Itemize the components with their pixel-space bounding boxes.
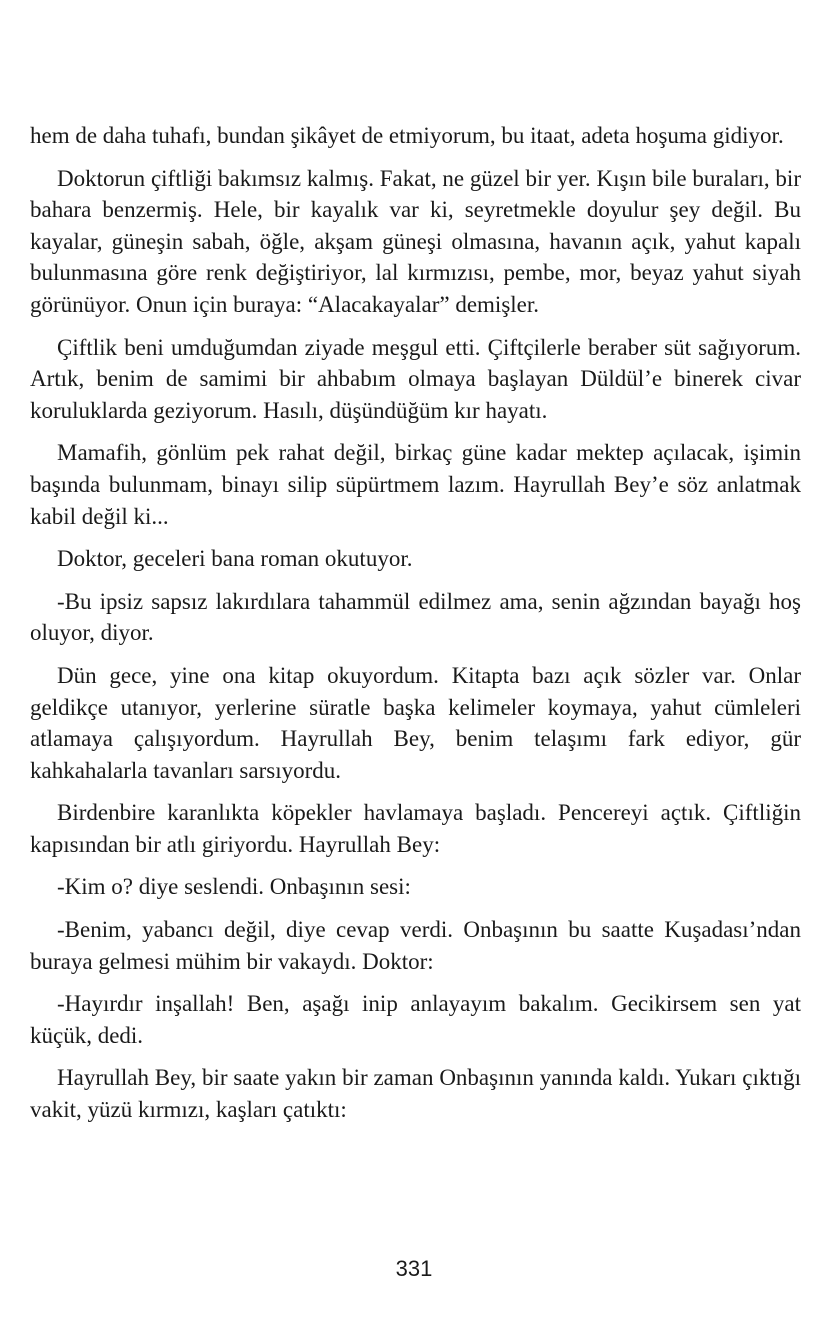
paragraph: -Kim o? diye seslendi. Onbaşının sesi:	[57, 874, 411, 900]
paragraph: Çiftlik beni umduğumdan ziyade meşgul etti. Çiftçilerle beraber süt sağıyorum. Artık, benim de samimi bir ahbabım olmaya başlayan Düldül’e binerek civar koruluklarda geziyorum. Hasılı, düşündüğüm kır hayatı.	[30, 334, 801, 423]
paragraph: Doktorun çiftliği bakımsız kalmış. Fakat, ne güzel bir yer. Kışın bile buraları, bir bahara benzermiş. Hele, bir kayalık var ki, seyretmekle doyulur şey değil. Bu kayalar, güneşin sabah, öğle, akşam güneşi olmasına, havanın açık, yahut kapalı bulunmasına göre renk değiştiriyor, lal kırmızısı, pembe, mor, beyaz yahut siyah görünüyor. Onun için buraya: “Alacakayalar” demişler.	[30, 165, 801, 317]
paragraph: -Hayırdır inşallah! Ben, aşağı inip anlayayım bakalım. Gecikirsem sen yat küçük, dedi.	[30, 991, 801, 1048]
page-number: 331	[395, 1256, 433, 1281]
paragraph: Doktor, geceleri bana roman okutuyor.	[57, 546, 413, 572]
paragraph: hem de daha tuhafı, bundan şikâyet de etmiyorum, bu itaat, adeta hoşuma gidiyor.	[30, 123, 784, 148]
paragraph: -Benim, yabancı değil, diye cevap verdi. Onbaşının bu saatte Kuşadası’ndan buraya gelmesi mühim bir vakaydı. Doktor:	[30, 917, 801, 974]
paragraph: Dün gece, yine ona kitap okuyordum. Kitapta bazı açık sözler var. Onlar geldikçe utanıyor, yerlerine süratle başka kelimeler koymaya, yahut cümleleri atlamaya çalışıyordum. Hayrullah Bey, benim telaşımı fark ediyor, gür kahkahalarla tavanları sarsıyordu.	[30, 662, 801, 783]
paragraph: Birdenbire karanlıkta köpekler havlamaya başladı. Pencereyi açtık. Çiftliğin kapısından bir atlı giriyordu. Hayrullah Bey:	[30, 800, 801, 857]
paragraph: Hayrullah Bey, bir saate yakın bir zaman Onbaşının yanında kaldı. Yukarı çıktığı vakit, yüzü kırmızı, kaşları çatıktı:	[30, 1065, 801, 1123]
paragraph: -Bu ipsiz sapsız lakırdılara tahammül edilmez ama, senin ağzından bayağı hoş oluyor, diyor.	[30, 588, 801, 646]
page-body	[30, 120, 801, 1137]
paragraph: Mamafih, gönlüm pek rahat değil, birkaç güne kadar mektep açılacak, işimin başında bulunmam, binayı silip süpürtmem lazım. Hayrullah Bey’e söz anlatmak kabil değil ki...	[30, 440, 801, 529]
